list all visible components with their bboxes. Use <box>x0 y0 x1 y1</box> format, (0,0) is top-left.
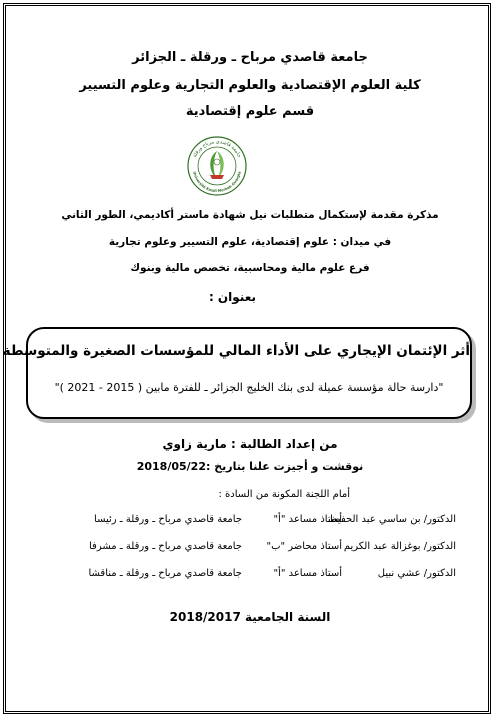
jury-member-institution: جامعة قاصدي مرباح ـ ورقلة ـ رئيسا <box>94 514 242 525</box>
department-name: قسم علوم إقتصادية <box>185 104 315 119</box>
university-name: جامعة قاصدي مرباح ـ ورقلة ـ الجزائر <box>132 50 368 65</box>
jury-row <box>0 568 500 586</box>
emblem-arabic-text: جامعة قاصدي مرباح ورقلة <box>191 138 243 159</box>
academic-year: السنة الجامعية 2018/2017 <box>169 610 331 624</box>
jury-member-name: الدكتور/ عشي نبيل <box>377 568 456 579</box>
jury-member-name: الدكتور/ بن ساسي عبد الحفيظ <box>328 514 456 525</box>
jury-row <box>0 541 500 559</box>
memo-purpose: مذكرة مقدمة لإستكمال متطلبات نيل شهادة ماستر أكاديمي، الطور الثاني <box>61 209 439 221</box>
thesis-subtitle: "دارسة حالة مؤسسة عميلة لدى بنك الخليج الجزائر ـ للفترة مابين ( 2015 - 2021 )" <box>54 381 444 394</box>
memo-branch: فرع علوم مالية ومحاسبية، تخصص مالية وبنوك <box>130 262 370 274</box>
title-box <box>2 327 472 419</box>
student-name: من إعداد الطالبة : مارية زاوي <box>162 437 338 451</box>
defense-date: نوقشت و أجيزت علنا بتاريخ :2018/05/22 <box>136 460 364 473</box>
svg-text:جامعة قاصدي مرباح ورقلة <box>192 139 242 159</box>
jury-member-rank: أستاذ مساعد "أ" <box>273 514 342 525</box>
thesis-title: أثر الإئتمان الإيجاري على الأداء المالي للمؤسسات الصغيرة والمتوسطة <box>2 343 470 359</box>
emblem-latin-text: Université Kasdi Merbah Ouargla <box>192 171 242 194</box>
title-label: بعنوان : <box>208 290 256 304</box>
jury-member-institution: جامعة قاصدي مرباح ـ ورقلة ـ مشرفا <box>89 541 242 552</box>
jury-member-rank: أستاذ محاضر "ب" <box>266 541 342 552</box>
jury-intro: أمام اللجنة المكونة من السادة : <box>218 489 350 500</box>
university-emblem-icon <box>186 135 248 197</box>
jury-row <box>0 514 500 532</box>
faculty-name: كلية العلوم الإقتصادية والعلوم التجارية وعلوم التسيير <box>79 78 421 93</box>
jury-member-institution: جامعة قاصدي مرباح ـ ورقلة ـ مناقشا <box>88 568 242 579</box>
jury-member-name: الدكتور/ بوغزالة عبد الكريم <box>343 541 456 552</box>
memo-field: في ميدان : علوم إقتصادية، علوم التسيير وعلوم تجارية <box>108 236 392 248</box>
jury-member-rank: أستاذ مساعد "أ" <box>273 568 342 579</box>
